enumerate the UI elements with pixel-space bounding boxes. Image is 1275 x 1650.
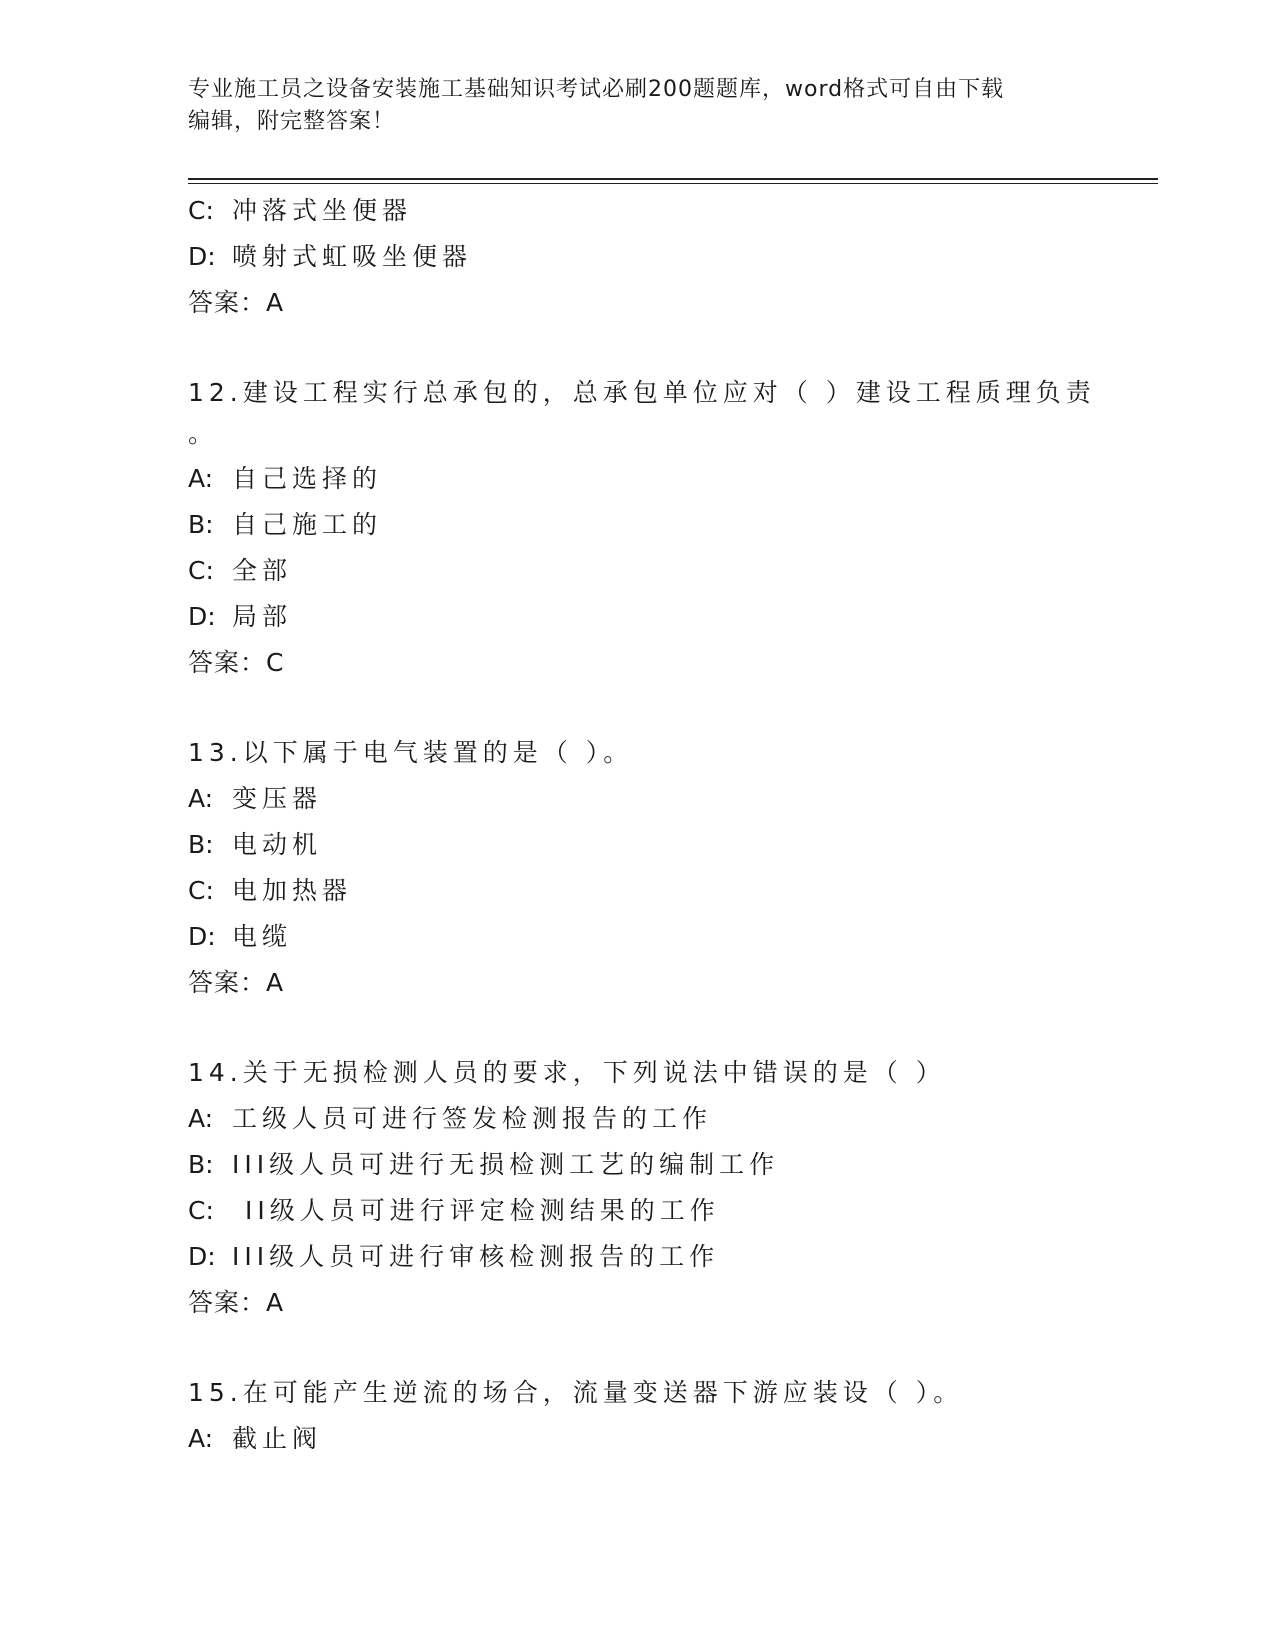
option-c bbox=[188, 548, 1088, 594]
option-text: 电动机 bbox=[232, 830, 323, 859]
question-stem: 15.在可能产生逆流的场合，流量变送器下游应装设（ ）。 bbox=[188, 1378, 964, 1407]
question-14 bbox=[188, 1050, 1088, 1326]
option-b bbox=[188, 502, 1088, 548]
option-label: B: bbox=[188, 510, 214, 539]
option-label: C: bbox=[188, 1196, 214, 1225]
option-d bbox=[188, 1234, 1088, 1280]
document-header bbox=[188, 74, 1078, 138]
option-d bbox=[188, 914, 1088, 960]
option-text: 工级人员可进行签发检测报告的工作 bbox=[232, 1104, 713, 1133]
option-text: III级人员可进行审核检测报告的工作 bbox=[232, 1242, 720, 1271]
question-content bbox=[188, 188, 1096, 1462]
option-text: III级人员可进行无损检测工艺的编制工作 bbox=[232, 1150, 780, 1179]
option-label: A: bbox=[188, 1104, 214, 1133]
option-text: 自己施工的 bbox=[232, 510, 383, 539]
question-stem: 12.建设工程实行总承包的，总承包单位应对（ ）建设工程质理负责 bbox=[188, 378, 1096, 407]
option-b bbox=[188, 1142, 1088, 1188]
answer: 答案：A bbox=[188, 1288, 285, 1317]
answer: 答案：C bbox=[188, 648, 285, 677]
spacer bbox=[188, 1006, 1088, 1050]
option-label: D: bbox=[188, 242, 216, 271]
option-c bbox=[188, 188, 1088, 234]
option-text: 电缆 bbox=[232, 922, 293, 951]
spacer bbox=[188, 686, 1088, 730]
option-text: 变压器 bbox=[232, 784, 323, 813]
option-label: B: bbox=[188, 1150, 214, 1179]
option-a bbox=[188, 456, 1088, 502]
header-line-1: 专业施工员之设备安装施工基础知识考试必刷200题题库，word格式可自由下载 bbox=[188, 77, 1005, 102]
option-text: 冲落式坐便器 bbox=[232, 196, 413, 225]
option-c bbox=[188, 868, 1088, 914]
spacer bbox=[188, 326, 1088, 370]
option-text: 喷射式虹吸坐便器 bbox=[232, 242, 473, 271]
prev-question-block bbox=[188, 188, 1088, 326]
answer: 答案：A bbox=[188, 288, 285, 317]
header-line-2: 编辑，附完整答案！ bbox=[188, 109, 396, 134]
option-a bbox=[188, 1096, 1088, 1142]
option-c bbox=[188, 1188, 1088, 1234]
option-a bbox=[188, 1416, 1088, 1462]
question-12 bbox=[188, 370, 1096, 686]
option-label: A: bbox=[188, 464, 214, 493]
header-rule-thick bbox=[188, 178, 1158, 180]
option-d bbox=[188, 234, 1088, 280]
option-text: 自己选择的 bbox=[232, 464, 383, 493]
option-text: 局部 bbox=[232, 602, 293, 631]
answer: 答案：A bbox=[188, 968, 285, 997]
option-text: 电加热器 bbox=[232, 876, 353, 905]
option-label: C: bbox=[188, 196, 214, 225]
option-label: A: bbox=[188, 1424, 214, 1453]
option-d bbox=[188, 594, 1088, 640]
question-15 bbox=[188, 1370, 1088, 1462]
question-stem-continued: 。 bbox=[188, 419, 219, 448]
option-label: D: bbox=[188, 1242, 216, 1271]
option-text: II级人员可进行评定检测结果的工作 bbox=[232, 1196, 720, 1225]
option-label: D: bbox=[188, 922, 216, 951]
option-label: A: bbox=[188, 784, 214, 813]
option-a bbox=[188, 776, 1088, 822]
option-label: C: bbox=[188, 876, 214, 905]
question-13 bbox=[188, 730, 1088, 1006]
header-rule-thin bbox=[188, 183, 1158, 184]
option-b bbox=[188, 822, 1088, 868]
option-label: B: bbox=[188, 830, 214, 859]
spacer bbox=[188, 1326, 1088, 1370]
question-stem: 13.以下属于电气装置的是（ ）。 bbox=[188, 738, 634, 767]
option-label: D: bbox=[188, 602, 216, 631]
option-text: 截止阀 bbox=[232, 1424, 323, 1453]
option-text: 全部 bbox=[232, 556, 293, 585]
question-stem: 14.关于无损检测人员的要求，下列说法中错误的是（ ） bbox=[188, 1058, 946, 1087]
option-label: C: bbox=[188, 556, 214, 585]
